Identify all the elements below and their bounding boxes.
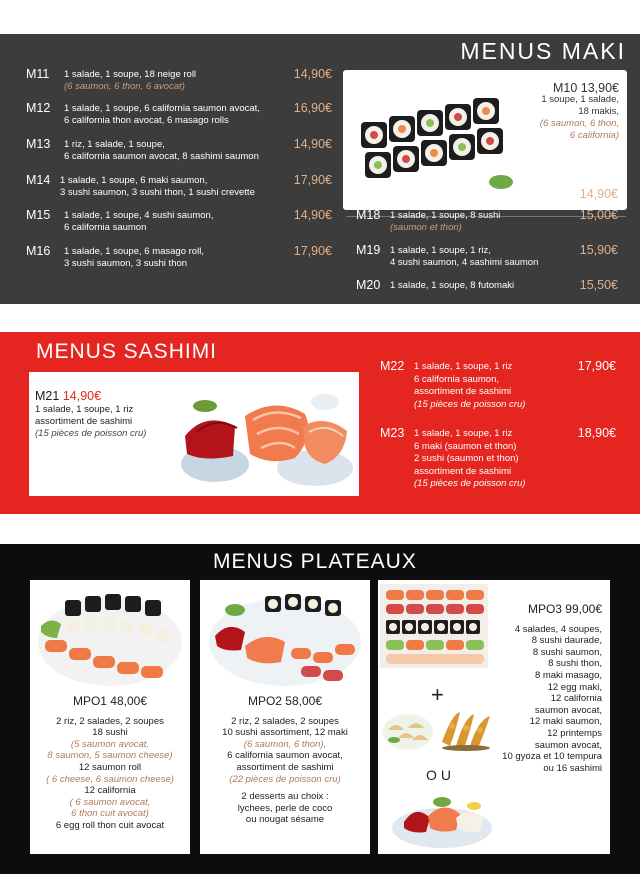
item-note: ( 6 saumon avocat, xyxy=(69,796,151,808)
item-note: (15 pièces de poisson cru) xyxy=(414,478,526,489)
item-note: (6 saumon, 6 thon, xyxy=(539,118,619,129)
menu-item-m21 xyxy=(35,390,175,440)
sushi-platter-image xyxy=(35,586,185,690)
item-code: M14 xyxy=(26,173,51,187)
item-code: M22 xyxy=(380,359,405,373)
item-line: 2 riz, 2 salades, 2 soupes xyxy=(231,715,339,727)
item-line: 10 sushi assortiment, 12 maki xyxy=(222,727,348,739)
item-note: (15 pièces de poisson cru) xyxy=(35,428,147,439)
item-line: 8 sushi saumon, xyxy=(532,646,602,658)
sashimi-photo-card xyxy=(29,372,359,496)
item-price: 14,90€ xyxy=(293,208,332,222)
item-price: 17,90€ xyxy=(293,244,332,258)
item-note: (5 saumon avocat, xyxy=(70,738,150,750)
item-desc: 1 salade, 1 soupe, 6 masago roll, xyxy=(64,246,204,257)
item-line: saumon avocat, xyxy=(534,739,602,751)
sashimi-title: MENUS SASHIMI xyxy=(36,340,218,363)
item-desc: 1 salade, 1 soupe, 8 sushi saumon xyxy=(390,189,537,200)
mpo2-card xyxy=(200,580,370,854)
item-desc: assortiment de sashimi xyxy=(414,465,512,477)
item-desc: 1 salade, 1 soupe, 1 riz xyxy=(35,404,134,415)
sashimi-bowl-image xyxy=(390,788,494,852)
item-price: 17,90€ xyxy=(577,359,616,373)
sashimi-image xyxy=(175,376,357,492)
item-desc: 1 salade, 1 soupe, 4 sushi saumon, xyxy=(64,210,214,221)
gyoza-image xyxy=(382,708,434,752)
item-desc: 6 california saumon avocat, 8 sashimi saumon xyxy=(64,151,259,162)
item-code: M18 xyxy=(356,208,381,222)
maki-title: MENUS MAKI xyxy=(460,38,626,64)
item-line: 6 california saumon avocat, xyxy=(227,750,343,762)
item-head: MPO1 48,00€ xyxy=(72,694,148,708)
item-desc: assortiment de sashimi xyxy=(414,386,512,397)
or-separator: OU xyxy=(426,767,455,783)
mpo2-text xyxy=(200,696,370,826)
item-desc: 6 california saumon xyxy=(64,222,147,233)
item-line: 2 desserts au choix : xyxy=(241,791,329,803)
item-price: 15,90€ xyxy=(579,243,618,257)
item-desc: 1 salade, 1 soupe, 18 neige roll xyxy=(64,69,197,80)
item-head: MPO2 58,00€ xyxy=(247,694,323,708)
item-line: 12 maki saumon, xyxy=(529,716,602,728)
item-code: M20 xyxy=(356,278,381,292)
item-price: 15,50€ xyxy=(579,278,618,292)
large-sushi-platter-image xyxy=(380,584,488,668)
item-code: M11 xyxy=(26,67,50,81)
item-desc: 18 makis, xyxy=(578,106,619,117)
item-line: assortiment de sashimi xyxy=(236,761,334,773)
item-line: 4 salades, 4 soupes, xyxy=(514,623,602,635)
item-note: (22 pièces de poisson cru) xyxy=(229,773,341,785)
item-note: 8 saumon, 5 saumon cheese) xyxy=(47,750,173,762)
maki-rolls-image xyxy=(351,82,521,202)
item-desc: 1 salade, 1 soupe, 6 california saumon avocat, xyxy=(64,103,260,114)
item-desc: 4 sushi saumon, 4 sashimi saumon xyxy=(390,257,539,268)
item-code: M13 xyxy=(26,137,51,151)
mpo3-text xyxy=(482,604,602,774)
item-line: 8 maki masago, xyxy=(534,669,602,681)
item-line: 12 california xyxy=(84,785,136,797)
item-price: 14,90€ xyxy=(579,187,618,201)
item-code: M23 xyxy=(380,426,405,440)
item-desc: 1 riz, 1 salade, 1 soupe, xyxy=(64,139,165,150)
item-desc: 1 salade, 1 soupe, 1 riz xyxy=(414,361,513,372)
item-desc: assortiment de sashimi xyxy=(35,416,133,427)
item-head: M10 13,90€ xyxy=(552,81,619,95)
item-code: M16 xyxy=(26,244,51,258)
item-line: ou nougat sésame xyxy=(245,814,325,826)
item-price: 14,90€ xyxy=(62,389,102,403)
item-desc: 1 salade, 1 soupe, 6 maki saumon, xyxy=(60,175,208,186)
sushi-sashimi-platter-image xyxy=(205,586,365,690)
item-line: saumon avocat, xyxy=(534,704,602,716)
menu-item-m10 xyxy=(540,82,619,142)
item-note: 6 california) xyxy=(569,130,619,141)
plateaux-title: MENUS PLATEAUX xyxy=(213,550,417,573)
item-line: 10 gyoza et 10 tempura xyxy=(502,751,602,763)
sashimi-section xyxy=(0,332,640,514)
item-line: 8 sushi daurade, xyxy=(531,635,602,647)
item-desc: 2 sushi (saumon et thon) xyxy=(414,453,519,464)
item-price: 14,90€ xyxy=(293,67,332,81)
item-line: 2 riz, 2 salades, 2 soupes xyxy=(56,715,164,727)
item-head: MPO3 99,00€ xyxy=(527,602,602,616)
item-desc: 1 salade, 1 soupe, 1 riz xyxy=(414,428,513,439)
mpo1-text xyxy=(30,696,190,832)
item-line: 18 sushi xyxy=(92,727,128,739)
item-line: 12 california xyxy=(550,693,602,705)
item-code: M12 xyxy=(26,101,51,115)
item-line: 12 egg maki, xyxy=(547,681,602,693)
item-line: 8 sushi thon, xyxy=(548,658,602,670)
item-note: ( 6 cheese, 6 saumon cheese) xyxy=(46,773,174,785)
plus-sign: + xyxy=(431,682,444,707)
item-desc: 1 salade, 1 soupe, 8 sushi xyxy=(390,210,501,221)
item-code: M21 xyxy=(35,389,60,403)
item-note: 6 thon cuit avocat) xyxy=(71,808,149,820)
item-desc: 3 sushi saumon, 3 sushi thon, 1 sushi crevette xyxy=(60,187,255,198)
item-note: (6 saumon, 6 thon), xyxy=(243,738,327,750)
mpo1-card xyxy=(30,580,190,854)
plateaux-section xyxy=(0,544,640,874)
item-note: (15 pièces de poisson cru) xyxy=(414,398,526,410)
maki-section xyxy=(0,34,640,304)
item-code: M15 xyxy=(26,208,51,222)
item-code: M19 xyxy=(356,243,381,257)
item-price: 18,90€ xyxy=(577,426,616,440)
item-desc: 3 sushi saumon, 3 sushi thon xyxy=(64,258,188,269)
item-desc: 6 maki (saumon et thon) xyxy=(414,440,517,452)
item-line: 12 saumon roll xyxy=(78,761,142,773)
item-price: 14,90€ xyxy=(293,137,332,151)
item-price: 16,90€ xyxy=(293,101,332,115)
item-note: (6 saumon, 6 thon, 6 avocat) xyxy=(64,81,185,92)
item-price: 17,90€ xyxy=(293,173,332,187)
item-desc: 6 california saumon, xyxy=(414,373,500,385)
item-code: M17 xyxy=(356,187,381,201)
item-line: ou 16 sashimi xyxy=(543,762,602,774)
item-line: lychees, perle de coco xyxy=(237,802,333,814)
item-note: (saumon et thon) xyxy=(390,222,462,233)
item-desc: 1 salade, 1 soupe, 8 futomaki xyxy=(390,280,515,291)
item-price: 15,00€ xyxy=(579,208,618,222)
mpo3-card xyxy=(378,580,610,854)
item-line: 6 egg roll thon cuit avocat xyxy=(55,819,165,831)
item-line: 12 printemps xyxy=(547,727,602,739)
item-desc: 1 salade, 1 soupe, 1 riz, xyxy=(390,245,491,256)
item-desc: 1 soupe, 1 salade, xyxy=(541,94,619,105)
item-desc: 6 california thon avocat, 6 masago rolls xyxy=(64,115,229,126)
